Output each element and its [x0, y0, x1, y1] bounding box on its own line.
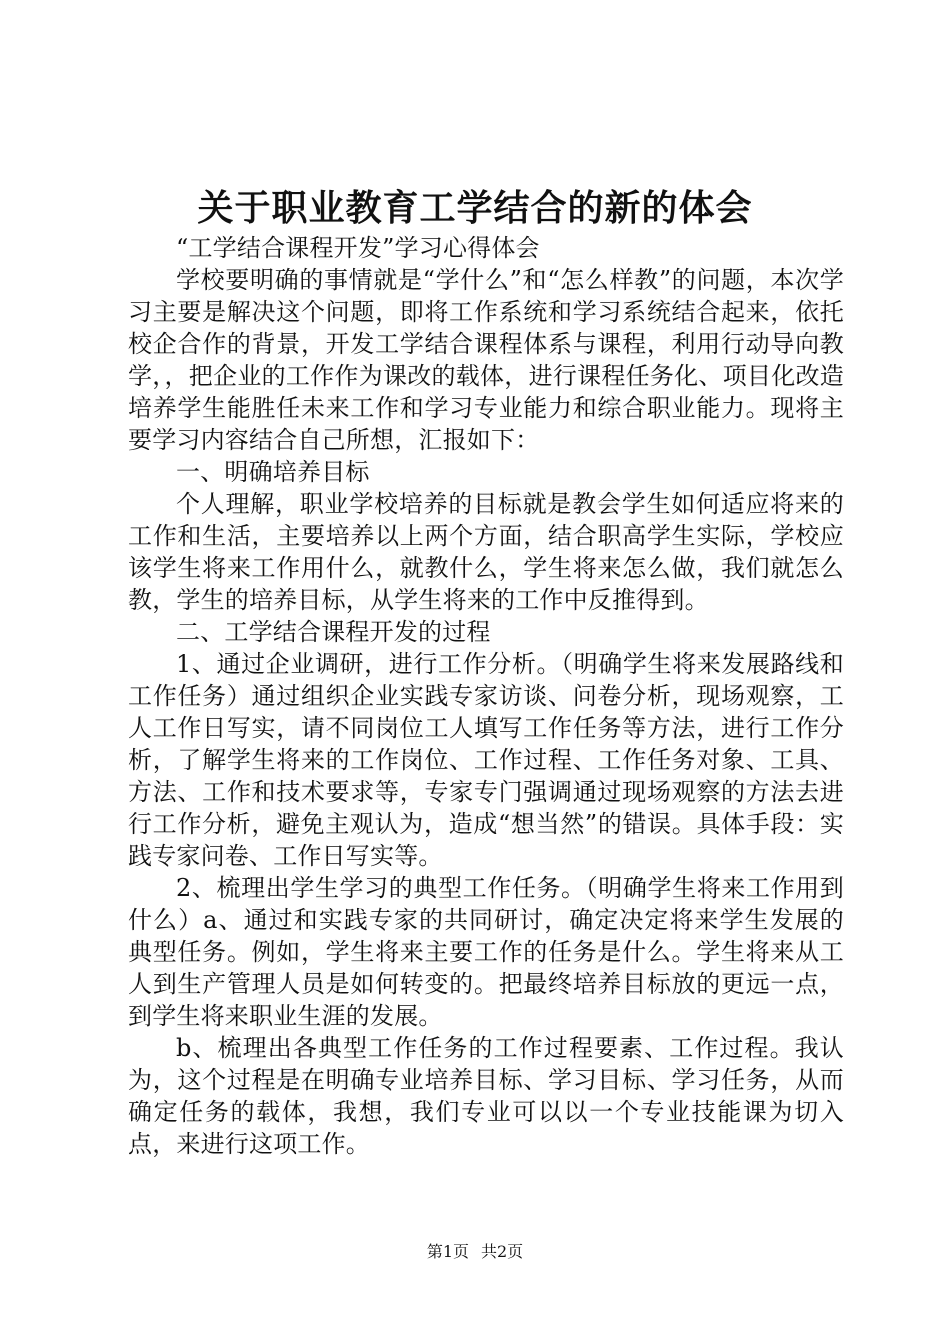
document-title: 关于职业教育工学结合的新的体会: [197, 188, 753, 229]
page-footer: [0, 1240, 950, 1264]
document-body: [128, 232, 844, 1160]
section-1-paragraph: 个人理解，职业学校培养的目标就是教会学生如何适应将来的工作和生活，主要培养以上两个方面，结合职高学生实际，学校应该学生将来工作用什么，就教什么，学生将来怎么做，我们就怎么教，学生的培养目标，从学生将来的工作中反推得到。: [128, 490, 844, 614]
section-heading-1: 一、明确培养目标: [176, 458, 370, 486]
step-2b-paragraph: b、梳理出各典型工作任务的工作过程要素、工作过程。我认为，这个过程是在明确专业培养目标、学习目标、学习任务，从而确定任务的载体，我想，我们专业可以以一个专业技能课为切入点，来进行这项工作。: [128, 1034, 844, 1158]
step-1-paragraph: 1、通过企业调研，进行工作分析。（明确学生将来发展路线和工作任务）通过组织企业实践专家访谈、问卷分析，现场观察，工人工作日写实，请不同岗位工人填写工作任务等方法，进行工作分析，了解学生将来的工作岗位、工作过程、工作任务对象、工具、方法、工作和技术要求等，专家专门强调通过现场观察的方法去进行工作分析，避免主观认为，造成“想当然”的错误。具体手段：实践专家问卷、工作日写实等。: [128, 650, 844, 870]
page-number: 第1页: [426, 1242, 469, 1261]
step-2-paragraph: 2、梳理出学生学习的典型工作任务。（明确学生将来工作用到什么）a、通过和实践专家的共同研讨，确定决定将来学生发展的典型任务。例如，学生将来主要工作的任务是什么。学生将来从工人到生产管理人员是如何转变的。把最终培养目标放的更远一点，到学生将来职业生涯的发展。: [128, 874, 844, 1030]
subtitle-paragraph: “工学结合课程开发”学习心得体会: [176, 234, 540, 262]
intro-paragraph: 学校要明确的事情就是“学什么”和“怎么样教”的问题，本次学习主要是解决这个问题，即将工作系统和学习系统结合起来，依托校企合作的背景，开发工学结合课程体系与课程，利用行动导向教学，，把企业的工作作为课改的载体，进行课程任务化、项目化改造培养学生能胜任未来工作和学习专业能力和综合职业能力。现将主要学习内容结合自己所想，汇报如下：: [128, 266, 844, 454]
page-total: 共2页: [481, 1242, 524, 1261]
section-heading-2: 二、工学结合课程开发的过程: [176, 618, 491, 646]
